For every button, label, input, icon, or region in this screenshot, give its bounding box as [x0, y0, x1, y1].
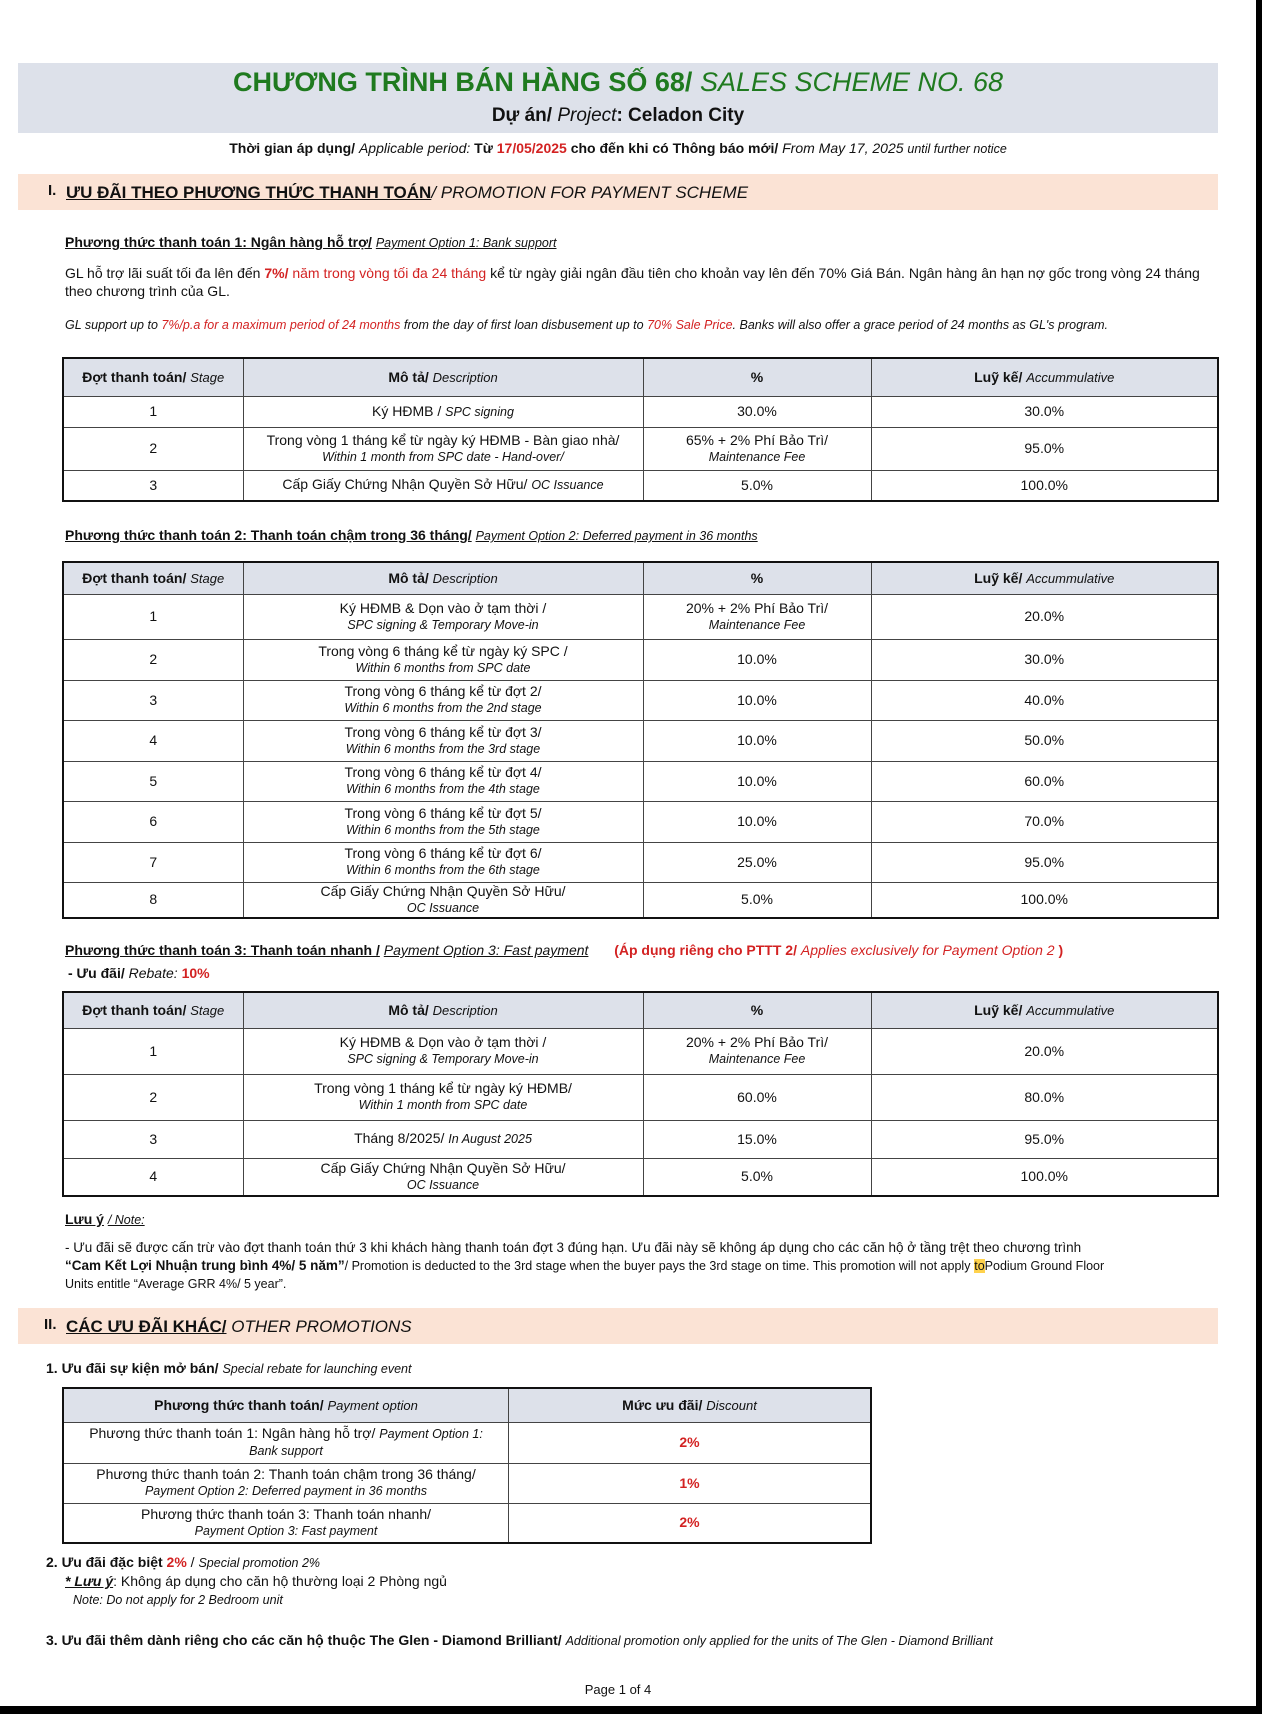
note-bold: “Cam Kết Lợi Nhuận trung bình 4%/ 5 năm”	[65, 1258, 345, 1273]
cell-desc: Trong vòng 6 tháng kể từ đợt 4/ Within 6 months from the 4th stage	[243, 761, 643, 801]
col-description: Mô tả/ Description	[243, 358, 643, 396]
item-3-number: 3.	[46, 1632, 58, 1648]
cell-acc: 70.0%	[871, 801, 1218, 842]
period-from-en: From May 17, 2025	[782, 140, 904, 156]
cell-stage: 6	[63, 801, 243, 842]
opt1-en-a: GL support up to	[65, 318, 158, 332]
col-percent: %	[643, 358, 871, 396]
opt1-en-d: 70% Sale Price	[647, 318, 733, 332]
col-accumulative: Luỹ kế/ Accummulative	[871, 358, 1218, 396]
section-1-number: I.	[48, 182, 57, 199]
col-description: Mô tả/ Description	[243, 992, 643, 1028]
table-header	[63, 992, 1218, 1028]
col-stage: Đợt thanh toán/ Stage	[63, 992, 243, 1028]
item-2-value: 2%	[166, 1554, 187, 1570]
option-3-applies-vi: (Áp dụng riêng cho PTTT 2/	[614, 942, 797, 958]
col-percent: %	[643, 992, 871, 1028]
cell-pct: 20% + 2% Phí Bảo Trì/ Maintenance Fee	[643, 594, 871, 639]
table-header	[63, 358, 1218, 396]
table-row	[63, 882, 1218, 918]
option-2-table	[62, 561, 1219, 919]
option-3-heading-vi: Phương thức thanh toán 3: Thanh toán nhanh /	[65, 942, 380, 958]
table-row	[63, 680, 1218, 720]
option-2-heading-vi: Phương thức thanh toán 2: Thanh toán chậm trong 36 tháng/	[65, 527, 472, 543]
project-label-en: Project	[557, 105, 617, 126]
item-2-note-en: Note: Do not apply for 2 Bedroom unit	[73, 1593, 283, 1607]
table-row	[63, 594, 1218, 639]
cell-desc: Trong vòng 1 tháng kể từ ngày ký HĐMB - Bàn giao nhà/ Within 1 month from SPC date - Hand-over/	[243, 427, 643, 470]
cell-stage: 5	[63, 761, 243, 801]
cell-option: Phương thức thanh toán 3: Thanh toán nhanh/ Payment Option 3: Fast payment	[63, 1503, 509, 1543]
note-highlight: to	[974, 1259, 985, 1273]
item-3-en: Additional promotion only applied for the units of The Glen - Diamond Brilliant	[565, 1634, 993, 1648]
opt1-en-e: . Banks will also offer a grace period of 24 months as GL's program.	[732, 318, 1109, 332]
option-2-heading	[65, 526, 758, 545]
cell-pct: 10.0%	[643, 680, 871, 720]
cell-acc: 40.0%	[871, 680, 1218, 720]
cell-pct: 10.0%	[643, 639, 871, 680]
table-row	[63, 1503, 871, 1543]
item-3-vi: Ưu đãi thêm dành riêng cho các căn hộ thuộc The Glen - Diamond Brilliant/	[61, 1632, 562, 1648]
cell-stage: 3	[63, 1120, 243, 1158]
cell-pct: 65% + 2% Phí Bảo Trì/ Maintenance Fee	[643, 427, 871, 470]
opt1-vi-d: kể từ ngày giải ngân đầu tiên cho khoản vay lên đến 70% Giá Bán. Ngân hàng ân hạn nợ gốc trong vòng 24 tháng theo chương trình của GL.	[65, 265, 1200, 299]
col-stage: Đợt thanh toán/ Stage	[63, 358, 243, 396]
discount-table	[62, 1387, 872, 1544]
item-1-number: 1.	[46, 1360, 58, 1376]
table-row	[63, 1120, 1218, 1158]
opt1-vi-a: GL hỗ trợ lãi suất tối đa lên đến	[65, 265, 261, 281]
table-row	[63, 720, 1218, 761]
project-label-vi: Dự án/	[491, 105, 553, 126]
rebate-label-vi: - Ưu đãi/	[68, 965, 125, 981]
item-2-vi: Ưu đãi đặc biệt	[61, 1554, 163, 1570]
table-row	[63, 1158, 1218, 1196]
cell-stage: 3	[63, 680, 243, 720]
cell-pct: 25.0%	[643, 842, 871, 882]
cell-discount: 2%	[509, 1503, 872, 1543]
note-line-3: Podium Ground Floor	[984, 1259, 1105, 1273]
cell-stage: 2	[63, 1074, 243, 1120]
project-name: : Celadon City	[616, 105, 745, 126]
cell-stage: 2	[63, 639, 243, 680]
cell-acc: 100.0%	[871, 470, 1218, 501]
table-header	[63, 1388, 871, 1422]
cell-stage: 4	[63, 1158, 243, 1196]
cell-desc: Trong vòng 1 tháng kể từ ngày ký HĐMB/ Within 1 month from SPC date	[243, 1074, 643, 1120]
table-row	[63, 1422, 871, 1463]
cell-desc: Trong vòng 6 tháng kể từ đợt 3/ Within 6 months from the 3rd stage	[243, 720, 643, 761]
rebate-label-en: Rebate:	[128, 965, 178, 981]
note-text	[65, 1239, 1237, 1293]
cell-desc: Trong vòng 6 tháng kể từ đợt 5/ Within 6 months from the 5th stage	[243, 801, 643, 842]
item-2-sep: /	[190, 1554, 195, 1570]
period-until: cho đến khi có Thông báo mới/	[570, 140, 779, 156]
period-label-vi: Thời gian áp dụng/	[229, 140, 356, 156]
cell-stage: 1	[63, 396, 243, 427]
option-3-applies-en: Applies exclusively for Payment Option 2	[800, 942, 1055, 958]
cell-stage: 2	[63, 427, 243, 470]
cell-option: Phương thức thanh toán 2: Thanh toán chậm trong 36 tháng/ Payment Option 2: Deferred payment in 36 months	[63, 1463, 509, 1503]
col-percent: %	[643, 562, 871, 594]
item-2-heading	[46, 1553, 320, 1572]
cell-acc: 95.0%	[871, 842, 1218, 882]
item-1-en: Special rebate for launching event	[222, 1362, 412, 1376]
note-label-en: / Note:	[107, 1213, 145, 1227]
cell-discount: 1%	[509, 1463, 872, 1503]
col-accumulative: Luỹ kế/ Accummulative	[871, 992, 1218, 1028]
cell-acc: 60.0%	[871, 761, 1218, 801]
cell-stage: 1	[63, 594, 243, 639]
item-2-note-vi: : Không áp dụng cho căn hộ thường loại 2 Phòng ngủ	[113, 1573, 447, 1589]
table-row	[63, 1074, 1218, 1120]
option-3-heading-en: Payment Option 3: Fast payment	[383, 942, 589, 958]
cell-acc: 20.0%	[871, 594, 1218, 639]
section-2-title-vi: CÁC ƯU ĐÃI KHÁC/	[66, 1317, 227, 1336]
cell-acc: 30.0%	[871, 396, 1218, 427]
option-3-heading	[65, 941, 1063, 959]
title-banner	[18, 63, 1218, 133]
option-2-heading-en: Payment Option 2: Deferred payment in 36 months	[475, 529, 758, 543]
opt1-vi-b: 7%/	[264, 265, 289, 281]
cell-desc: Ký HĐMB & Dọn vào ở tạm thời / SPC signing & Temporary Move-in	[243, 594, 643, 639]
option-3-table	[62, 991, 1219, 1197]
table-row	[63, 1028, 1218, 1074]
cell-desc: Cấp Giấy Chứng Nhận Quyền Sở Hữu/ OC Issuance	[243, 882, 643, 918]
rebate-value: 10%	[181, 965, 210, 981]
option-3-applies-close: )	[1058, 942, 1064, 958]
section-2-title-en: OTHER PROMOTIONS	[231, 1317, 412, 1336]
cell-acc: 95.0%	[871, 427, 1218, 470]
note-label	[65, 1210, 145, 1229]
cell-pct: 5.0%	[643, 470, 871, 501]
cell-pct: 60.0%	[643, 1074, 871, 1120]
cell-desc: Trong vòng 6 tháng kể từ đợt 2/ Within 6 months from the 2nd stage	[243, 680, 643, 720]
col-accumulative: Luỹ kế/ Accummulative	[871, 562, 1218, 594]
note-line-1: - Ưu đãi sẽ được cấn trừ vào đợt thanh toán thứ 3 khi khách hàng thanh toán đợt 3 đúng hạn. Ưu đãi này sẽ không áp dụng cho các căn hộ ở tầng trệt theo chương trình	[65, 1240, 1082, 1255]
section-1-title-vi: ƯU ĐÃI THEO PHƯƠNG THỨC THANH TOÁN	[66, 183, 432, 202]
cell-acc: 100.0%	[871, 882, 1218, 918]
cell-acc: 100.0%	[871, 1158, 1218, 1196]
opt1-en-b: 7%/p.a for a maximum period of 24 months	[161, 318, 401, 332]
table-row	[63, 639, 1218, 680]
note-line-2: / Promotion is deducted to the 3rd stage when the buyer pays the 3rd stage on time. This promotion will not apply	[344, 1259, 971, 1273]
cell-pct: 20% + 2% Phí Bảo Trì/ Maintenance Fee	[643, 1028, 871, 1074]
table-row	[63, 1463, 871, 1503]
option-1-table	[62, 357, 1219, 502]
cell-pct: 5.0%	[643, 1158, 871, 1196]
table-row	[63, 761, 1218, 801]
table-row	[63, 396, 1218, 427]
opt1-en-c: from the day of first loan disbusement up to	[403, 318, 644, 332]
option-3-rebate	[68, 964, 210, 982]
title-vi: CHƯƠNG TRÌNH BÁN HÀNG SỐ 68/	[232, 67, 693, 97]
page-title	[18, 67, 1218, 98]
cell-acc: 20.0%	[871, 1028, 1218, 1074]
col-discount: Mức ưu đãi/ Discount	[509, 1388, 872, 1422]
note-line-4: Units entitle “Average GRR 4%/ 5 year”.	[65, 1277, 287, 1291]
cell-pct: 5.0%	[643, 882, 871, 918]
item-3-heading	[46, 1631, 993, 1650]
table-row	[63, 427, 1218, 470]
period-from: Từ	[474, 140, 493, 156]
item-2-number: 2.	[46, 1554, 58, 1570]
cell-desc: Ký HĐMB / SPC signing	[243, 396, 643, 427]
cell-acc: 50.0%	[871, 720, 1218, 761]
cell-pct: 15.0%	[643, 1120, 871, 1158]
cell-stage: 8	[63, 882, 243, 918]
section-2-header	[18, 1308, 1218, 1344]
cell-stage: 3	[63, 470, 243, 501]
item-2-note	[65, 1572, 447, 1590]
option-1-heading-en: Payment Option 1: Bank support	[375, 236, 557, 250]
cell-acc: 95.0%	[871, 1120, 1218, 1158]
section-2-number: II.	[44, 1316, 57, 1333]
section-1-header	[18, 174, 1218, 210]
col-stage: Đợt thanh toán/ Stage	[63, 562, 243, 594]
cell-desc: Ký HĐMB & Dọn vào ở tạm thời / SPC signing & Temporary Move-in	[243, 1028, 643, 1074]
cell-desc: Trong vòng 6 tháng kể từ ngày ký SPC / Within 6 months from SPC date	[243, 639, 643, 680]
cell-discount: 2%	[509, 1422, 872, 1463]
cell-acc: 80.0%	[871, 1074, 1218, 1120]
option-1-description-en	[65, 316, 1230, 334]
cell-desc: Cấp Giấy Chứng Nhận Quyền Sở Hữu/ OC Issuance	[243, 470, 643, 501]
table-row	[63, 801, 1218, 842]
page-number: Page 1 of 4	[584, 1682, 652, 1697]
cell-pct: 10.0%	[643, 720, 871, 761]
table-row	[63, 842, 1218, 882]
col-payment-option: Phương thức thanh toán/ Payment option	[63, 1388, 509, 1422]
cell-pct: 10.0%	[643, 761, 871, 801]
cell-stage: 1	[63, 1028, 243, 1074]
applicable-period	[0, 140, 1236, 156]
project-line	[18, 105, 1218, 127]
item-1-heading	[46, 1359, 411, 1378]
cell-stage: 7	[63, 842, 243, 882]
table-header	[63, 562, 1218, 594]
item-2-note-label: * Lưu ý	[65, 1573, 114, 1589]
option-1-heading	[65, 233, 557, 252]
cell-stage: 4	[63, 720, 243, 761]
period-date: 17/05/2025	[496, 140, 567, 156]
section-1-title-en: / PROMOTION FOR PAYMENT SCHEME	[431, 183, 749, 202]
title-en: SALES SCHEME NO. 68	[699, 67, 1004, 97]
item-1-vi: Ưu đãi sự kiện mở bán/	[61, 1360, 219, 1376]
period-label-en: Applicable period:	[358, 140, 471, 156]
cell-desc: Tháng 8/2025/ In August 2025	[243, 1120, 643, 1158]
option-1-description-vi	[65, 264, 1225, 300]
cell-option: Phương thức thanh toán 1: Ngân hàng hỗ trợ/ Payment Option 1: Bank support	[63, 1422, 509, 1463]
option-1-heading-vi: Phương thức thanh toán 1: Ngân hàng hỗ trợ/	[65, 234, 372, 250]
col-description: Mô tả/ Description	[243, 562, 643, 594]
item-2-en: Special promotion 2%	[198, 1556, 321, 1570]
period-notice: until further notice	[907, 142, 1007, 156]
cell-desc: Trong vòng 6 tháng kể từ đợt 6/ Within 6 months from the 6th stage	[243, 842, 643, 882]
table-row	[63, 470, 1218, 501]
cell-pct: 30.0%	[643, 396, 871, 427]
cell-acc: 30.0%	[871, 639, 1218, 680]
cell-desc: Cấp Giấy Chứng Nhận Quyền Sở Hữu/ OC Issuance	[243, 1158, 643, 1196]
cell-pct: 10.0%	[643, 801, 871, 842]
opt1-vi-c: năm trong vòng tối đa 24 tháng	[292, 265, 487, 281]
note-label-vi: Lưu ý	[65, 1211, 104, 1227]
